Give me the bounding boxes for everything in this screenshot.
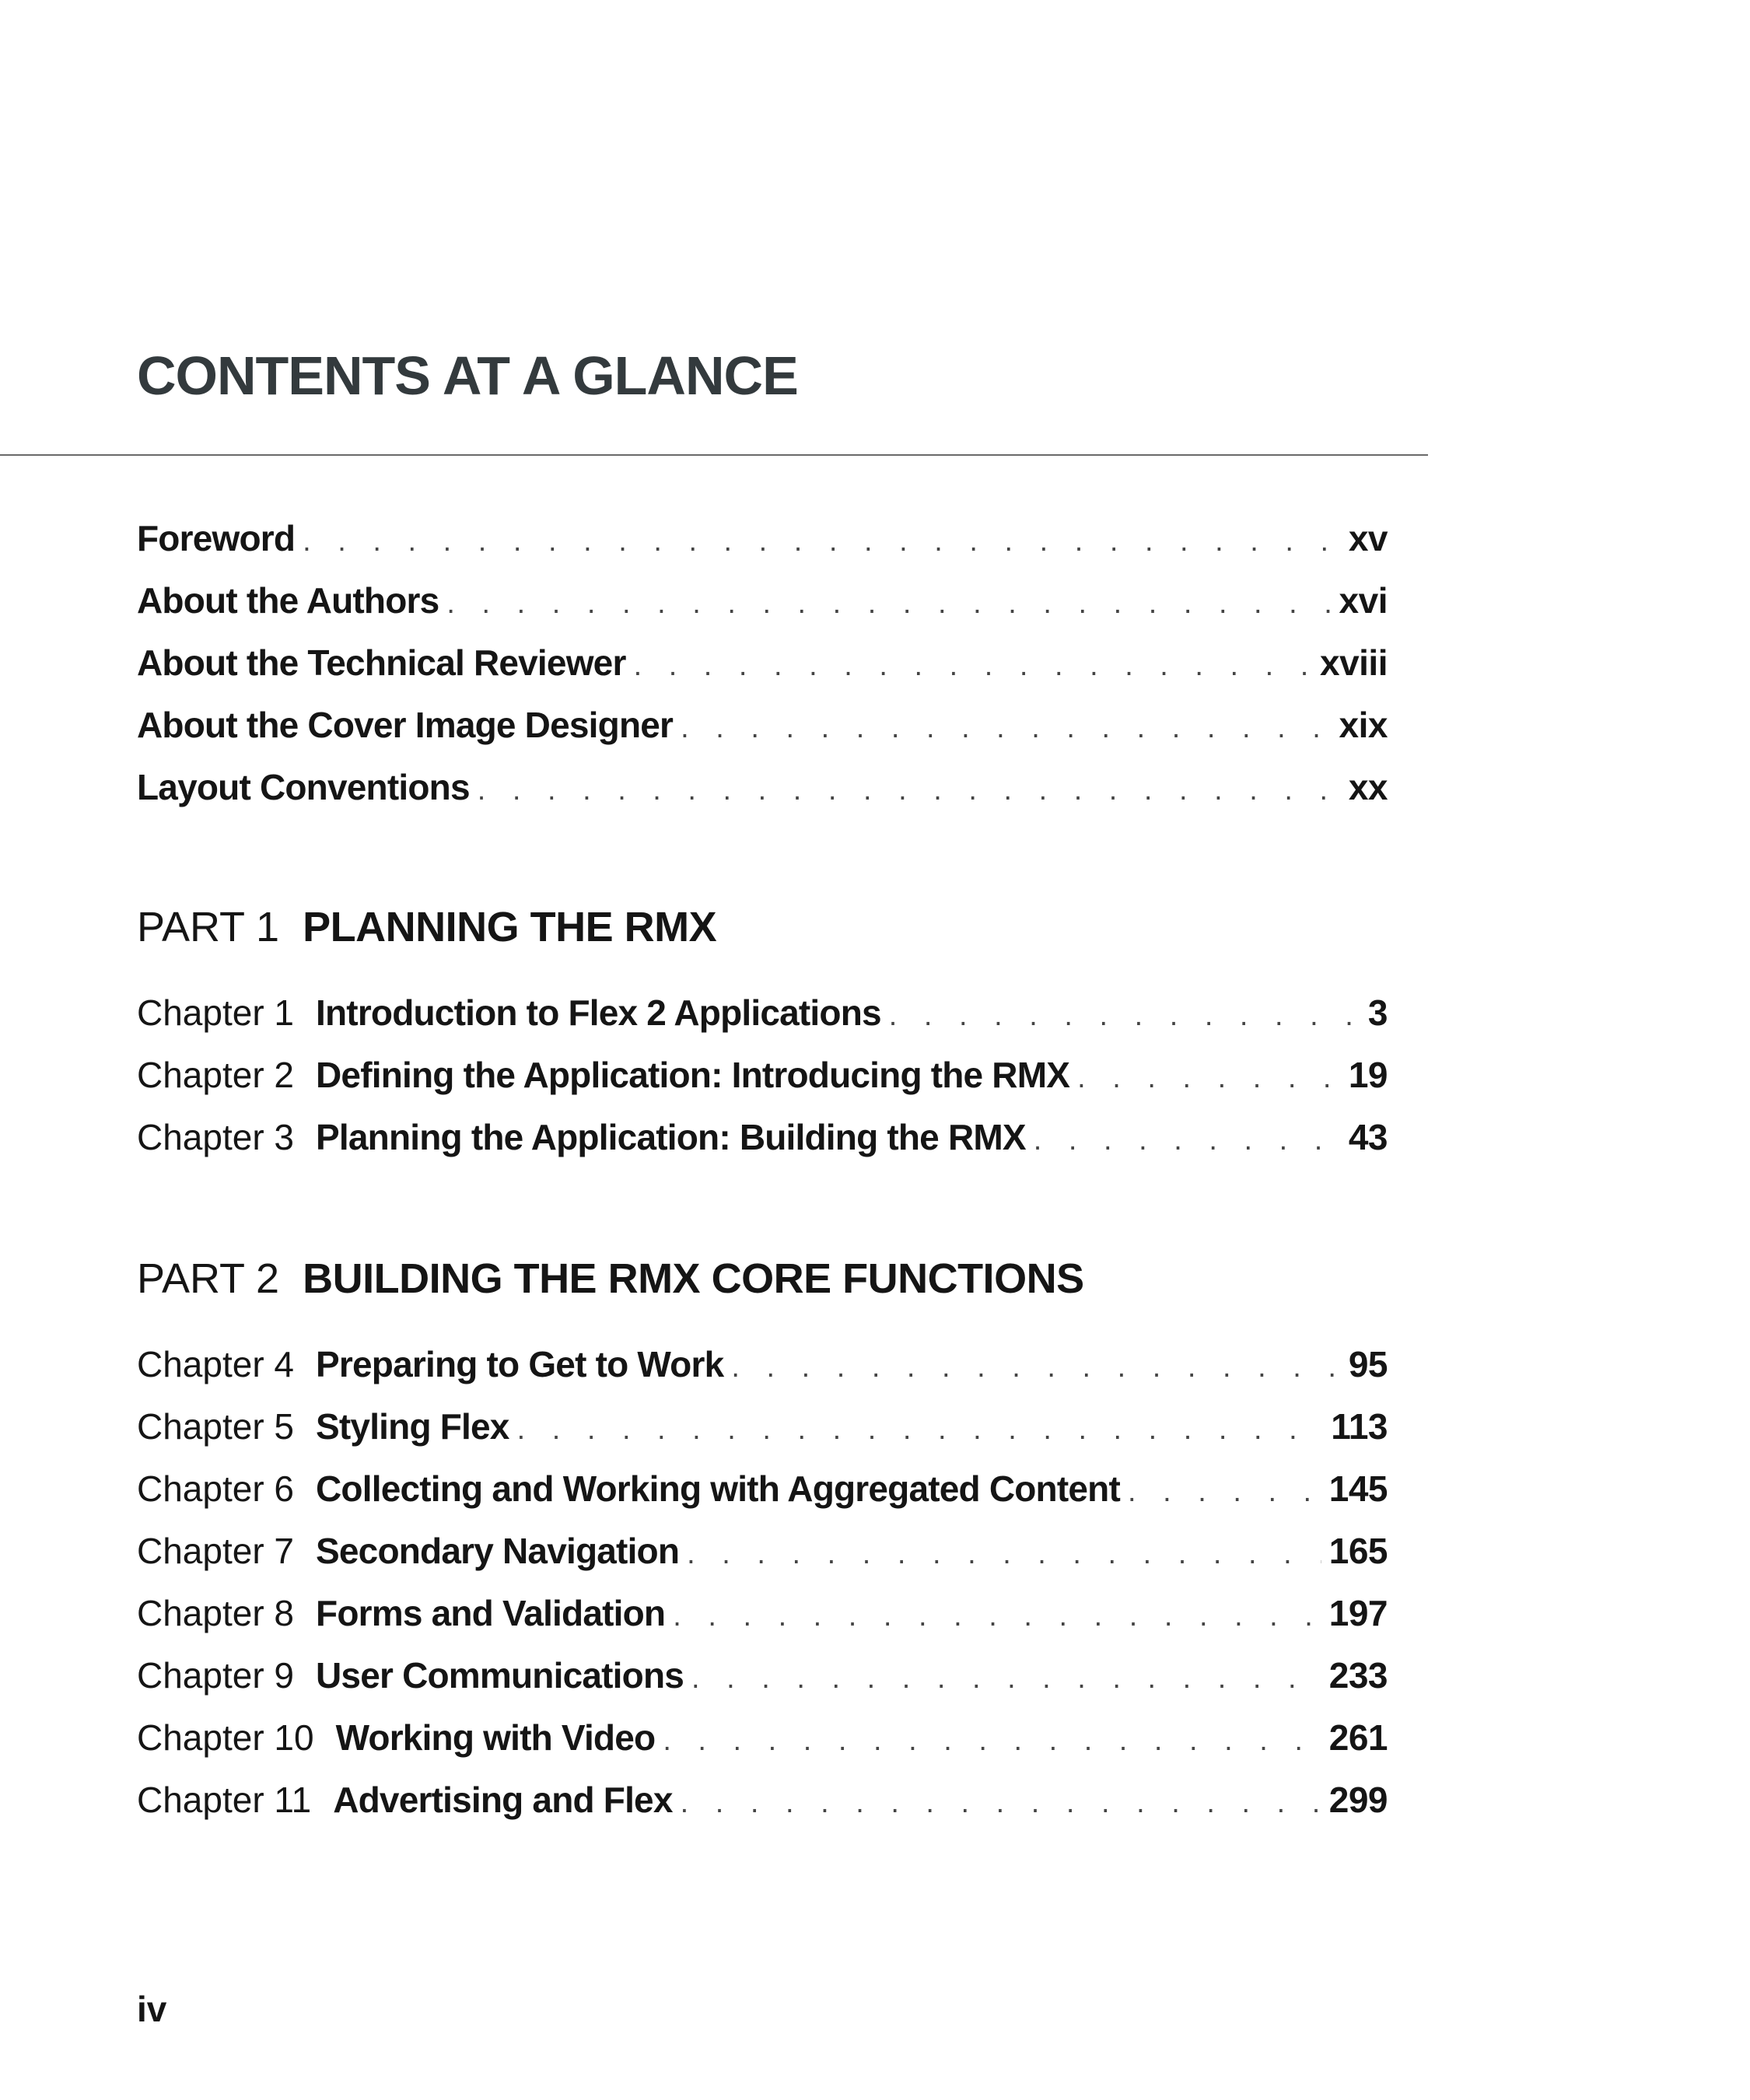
toc-entry-chapter-7[interactable] bbox=[137, 1520, 1388, 1582]
dot-leader bbox=[691, 1647, 1321, 1710]
part-1-section bbox=[137, 901, 1388, 1168]
entry-page-number: 3 bbox=[1367, 992, 1388, 1033]
dot-leader bbox=[663, 1710, 1321, 1772]
chapter-title: Styling Flex bbox=[316, 1406, 509, 1447]
dot-leader bbox=[303, 510, 1341, 572]
toc-entry-chapter-3[interactable] bbox=[137, 1106, 1388, 1168]
part-2-section bbox=[137, 1252, 1388, 1831]
entry-page-number: 165 bbox=[1328, 1531, 1388, 1571]
page-number-footer: iv bbox=[137, 1989, 167, 2029]
part-number: PART 1 bbox=[137, 904, 280, 950]
dot-leader bbox=[731, 1336, 1340, 1398]
title-divider bbox=[0, 454, 1428, 456]
dot-leader bbox=[889, 985, 1360, 1047]
part-title: PLANNING THE RMX bbox=[303, 904, 717, 950]
entry-page-number: xviii bbox=[1319, 642, 1388, 683]
chapter-number: Chapter 8 bbox=[137, 1593, 295, 1633]
chapter-title: User Communications bbox=[316, 1655, 684, 1696]
chapter-number: Chapter 1 bbox=[137, 992, 295, 1033]
chapter-title: Collecting and Working with Aggregated Content bbox=[316, 1468, 1120, 1509]
entry-page-number: 233 bbox=[1328, 1655, 1388, 1696]
toc-entry-about-the-cover-image-designer[interactable] bbox=[137, 694, 1388, 756]
page-title: CONTENTS AT A GLANCE bbox=[137, 345, 798, 406]
entry-page-number: 19 bbox=[1348, 1055, 1388, 1095]
toc-entry-foreword[interactable] bbox=[137, 507, 1388, 569]
entry-title: About the Technical Reviewer bbox=[137, 642, 626, 683]
toc-entry-chapter-4[interactable] bbox=[137, 1333, 1388, 1395]
chapter-number: Chapter 11 bbox=[137, 1780, 312, 1820]
entry-page-number: 145 bbox=[1328, 1468, 1388, 1509]
chapter-number: Chapter 10 bbox=[137, 1717, 314, 1758]
chapter-title: Planning the Application: Building the RMX bbox=[316, 1117, 1026, 1157]
chapter-number: Chapter 6 bbox=[137, 1468, 295, 1509]
part-heading[interactable] bbox=[137, 1252, 1388, 1305]
chapter-title: Secondary Navigation bbox=[316, 1531, 680, 1571]
chapter-number: Chapter 2 bbox=[137, 1055, 295, 1095]
chapter-title: Introduction to Flex 2 Applications bbox=[316, 992, 881, 1033]
entry-page-number: xx bbox=[1348, 767, 1388, 807]
entry-title: About the Authors bbox=[137, 580, 439, 621]
chapter-number: Chapter 3 bbox=[137, 1117, 295, 1157]
dot-leader bbox=[681, 1772, 1321, 1834]
front-matter-list bbox=[137, 507, 1388, 818]
entry-title: Foreword bbox=[137, 518, 296, 558]
entry-title: Layout Conventions bbox=[137, 767, 470, 807]
part-number: PART 2 bbox=[137, 1255, 280, 1302]
dot-leader bbox=[634, 635, 1312, 697]
entry-page-number: 113 bbox=[1331, 1406, 1388, 1447]
toc-entry-chapter-8[interactable] bbox=[137, 1582, 1388, 1644]
toc-entry-about-the-technical-reviewer[interactable] bbox=[137, 632, 1388, 694]
toc-entry-chapter-9[interactable] bbox=[137, 1644, 1388, 1706]
toc-entry-chapter-5[interactable] bbox=[137, 1395, 1388, 1458]
dot-leader bbox=[681, 697, 1331, 759]
entry-page-number: 261 bbox=[1328, 1717, 1388, 1758]
chapter-title: Working with Video bbox=[335, 1717, 656, 1758]
entry-page-number: 95 bbox=[1348, 1344, 1388, 1384]
entry-page-number: 43 bbox=[1348, 1117, 1388, 1157]
part-title: BUILDING THE RMX CORE FUNCTIONS bbox=[303, 1255, 1084, 1302]
toc-entry-about-the-authors[interactable] bbox=[137, 569, 1388, 632]
toc-entry-chapter-2[interactable] bbox=[137, 1044, 1388, 1106]
chapter-title: Defining the Application: Introducing the RMX bbox=[316, 1055, 1070, 1095]
entry-title: About the Cover Image Designer bbox=[137, 705, 674, 745]
toc-entry-chapter-1[interactable] bbox=[137, 982, 1388, 1044]
chapter-number: Chapter 9 bbox=[137, 1655, 295, 1696]
chapter-title: Preparing to Get to Work bbox=[316, 1344, 724, 1384]
toc-entry-chapter-6[interactable] bbox=[137, 1458, 1388, 1520]
dot-leader bbox=[446, 572, 1331, 635]
chapter-title: Forms and Validation bbox=[316, 1593, 666, 1633]
toc-entry-chapter-10[interactable] bbox=[137, 1706, 1388, 1769]
dot-leader bbox=[478, 759, 1341, 821]
chapter-number: Chapter 7 bbox=[137, 1531, 295, 1571]
toc-entry-layout-conventions[interactable] bbox=[137, 756, 1388, 818]
dot-leader bbox=[517, 1398, 1324, 1461]
entry-page-number: xix bbox=[1339, 705, 1388, 745]
chapter-title: Advertising and Flex bbox=[333, 1780, 673, 1820]
entry-page-number: 197 bbox=[1328, 1593, 1388, 1633]
chapter-number: Chapter 4 bbox=[137, 1344, 295, 1384]
toc-entry-chapter-11[interactable] bbox=[137, 1769, 1388, 1831]
dot-leader bbox=[1077, 1047, 1341, 1109]
entry-page-number: 299 bbox=[1328, 1780, 1388, 1820]
dot-leader bbox=[1034, 1109, 1341, 1171]
dot-leader bbox=[687, 1523, 1321, 1585]
part-heading[interactable] bbox=[137, 901, 1388, 954]
dot-leader bbox=[673, 1585, 1321, 1647]
entry-page-number: xvi bbox=[1339, 580, 1388, 621]
dot-leader bbox=[1128, 1461, 1321, 1523]
chapter-number: Chapter 5 bbox=[137, 1406, 295, 1447]
entry-page-number: xv bbox=[1348, 518, 1388, 558]
